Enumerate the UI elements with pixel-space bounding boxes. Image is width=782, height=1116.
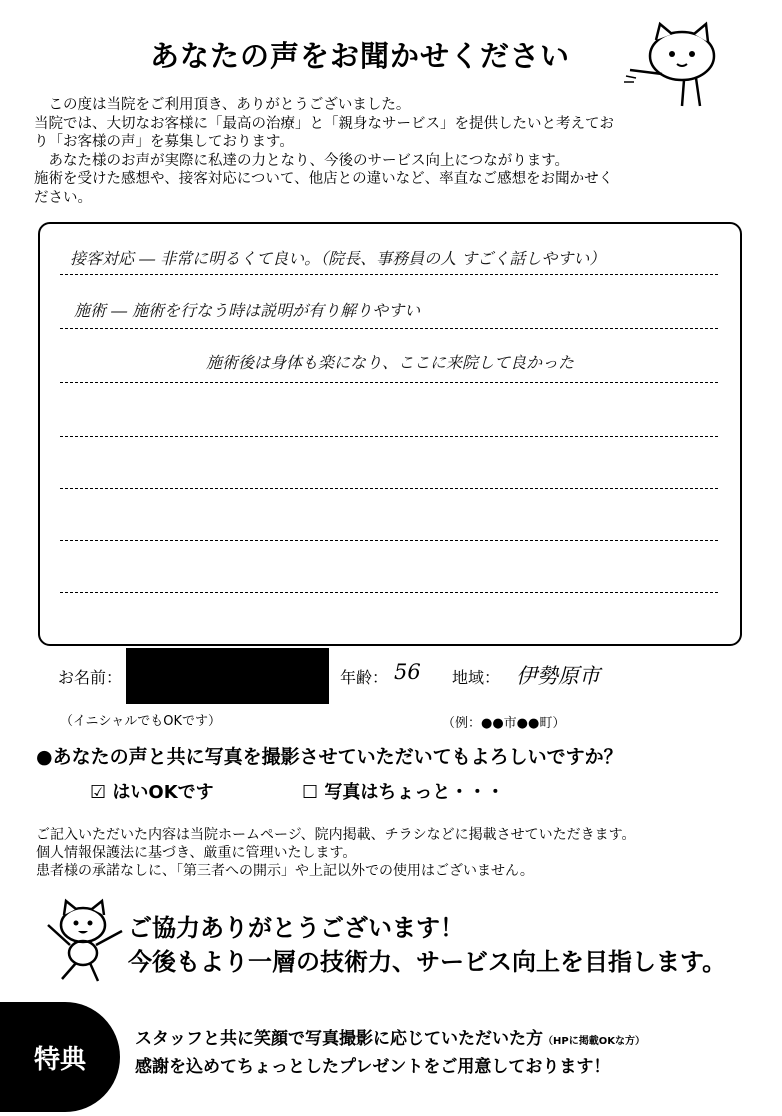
photo-no-label: 写真はちょっと・・・ (324, 782, 505, 803)
dancing-cat-icon (38, 895, 128, 985)
unchecked-box-icon[interactable]: ☐ (302, 782, 319, 803)
comment-line: 施術 ― 施術を行なう時は説明が有り解りやすい (74, 301, 421, 320)
perk-line-2: 感謝を込めてちょっとしたプレゼントをご用意しております！ (135, 1057, 611, 1077)
area-value[interactable]: 伊勢原市 (516, 664, 600, 688)
photo-yes-label: はいOKです (112, 782, 214, 803)
photo-question: ●あなたの声と共に写真を撮影させていただいてもよろしいですか？ (36, 746, 623, 768)
writing-line (60, 382, 718, 383)
perk-badge: 特典 (0, 1002, 120, 1112)
writing-line (60, 274, 718, 275)
perk-line-1: スタッフと共に笑顔で写真撮影に応じていただいた方（HPに掲載OKな方） (135, 1029, 645, 1049)
photo-no-option[interactable] (302, 778, 504, 804)
writing-line (60, 436, 718, 437)
page-title: あなたの声をお聞かせください (150, 39, 571, 73)
age-value[interactable]: 56 (394, 660, 421, 684)
area-hint: （例：●●市●●町） (442, 716, 566, 731)
checked-box-icon[interactable]: ☑ (90, 782, 107, 803)
writing-line (60, 540, 718, 541)
writing-line (60, 592, 718, 593)
comment-line: 接客対応 ― 非常に明るくて良い。（院長、事務員の人 すごく話しやすい） (70, 249, 606, 268)
intro-text: この度は当院をご利用頂き、ありがとうございました。 当院では、大切なお客様に「最高の治療」と「親身なサービス」を提供したいと考えてお り「お客様の声」を募集しております。 あなた様のお声が実際に私達の力となり、今後のサービス向上につながります。 施術を受けた感想や、接客対応について、他店との違いなど、率直なご感想をお聞かせく ださい。 (34, 97, 614, 206)
comment-line: 施術後は身体も楽になり、ここに来院して良かった (206, 353, 575, 372)
thanks-line-1: ご協力ありがとうございます！ (128, 914, 464, 942)
photo-yes-option[interactable] (90, 778, 214, 804)
perk-line-1-note: （HPに掲載OKな方） (543, 1036, 645, 1047)
privacy-notice: ご記入いただいた内容は当院ホームページ、院内掲載、チラシなどに掲載させていただきます。 個人情報保護法に基づき、厳重に管理いたします。 患者様の承諾なしに、「第三者への開示」や上記以外での使用はございません。 (36, 827, 636, 879)
name-field-redacted[interactable] (126, 648, 329, 704)
age-label: 年齢： (340, 668, 389, 687)
comment-box[interactable] (38, 222, 742, 646)
writing-line (60, 328, 718, 329)
thanks-line-2: 今後もより一層の技術力、サービス向上を目指します。 (128, 948, 727, 976)
writing-line (60, 488, 718, 489)
area-label: 地域： (452, 668, 501, 687)
name-label: お名前： (58, 668, 123, 687)
name-hint: （イニシャルでもOKです） (60, 714, 221, 729)
